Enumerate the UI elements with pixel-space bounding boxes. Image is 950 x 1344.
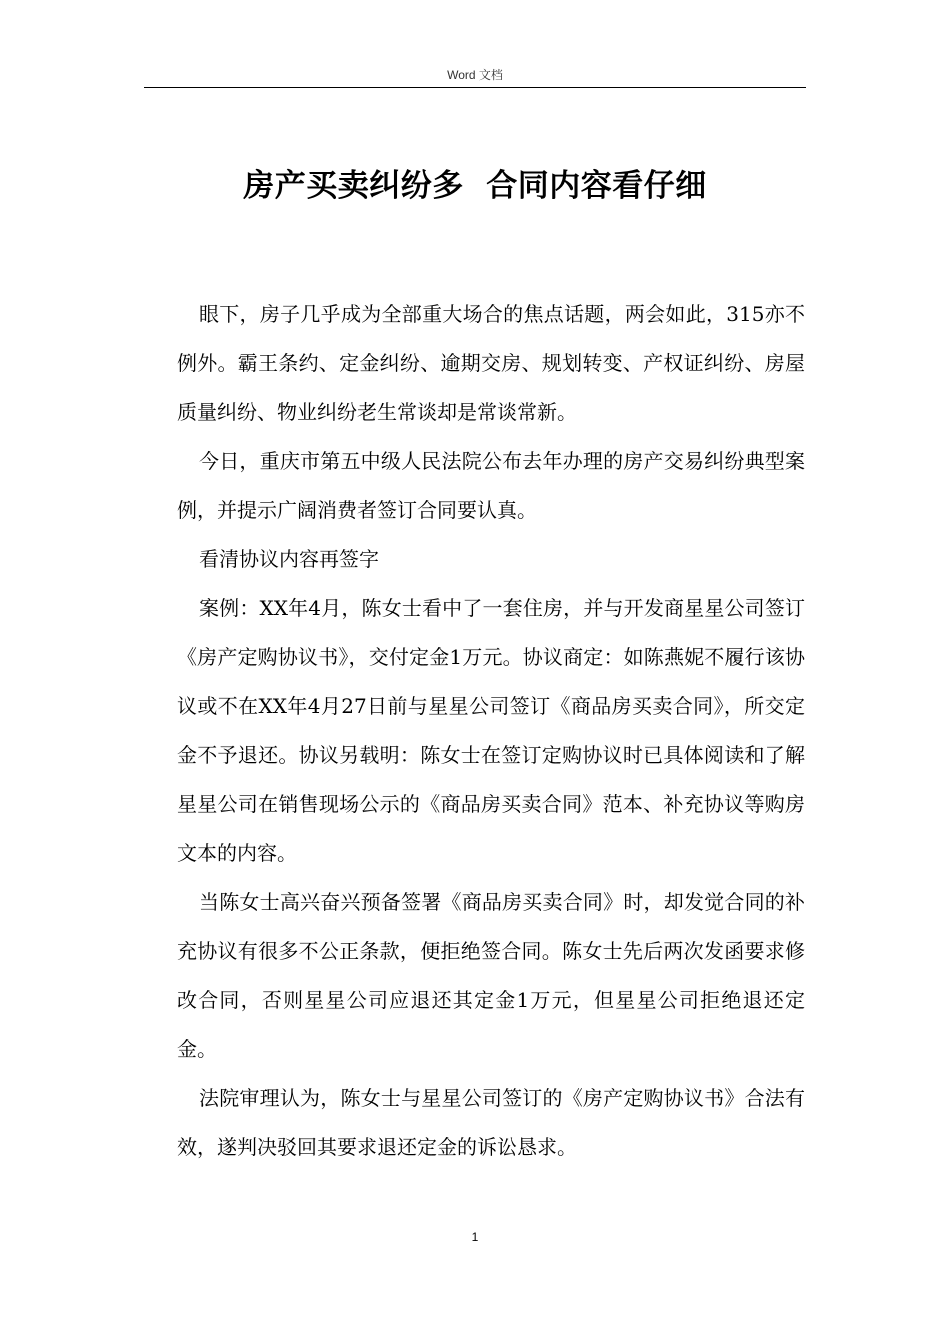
paragraph-ruling: 法院审理认为，陈女士与星星公司签订的《房产定购协议书》合法有效，遂判决驳回其要求退还定金的诉讼恳求。 — [177, 1086, 805, 1159]
paragraph-case: 案例：XX年4月，陈女士看中了一套住房，并与开发商星星公司签订《房产定购协议书》，交付定金1万元。协议商定：如陈燕妮不履行该协议或不在XX年4月27日前与星星公司签订《商品房买卖合同》，所交定金不予退还。协议另载明：陈女士在签订定购协议时已具体阅读和了解星星公司在销售现场公示的《商品房买卖合同》范本、补充协议等购房文本的内容。 — [177, 596, 805, 865]
paragraph-intro: 眼下，房子几乎成为全部重大场合的焦点话题，两会如此，315亦不例外。霸王条约、定金纠纷、逾期交房、规划转变、产权证纠纷、房屋质量纠纷、物业纠纷老生常谈却是常谈常新。 — [177, 302, 805, 424]
paragraph-dispute: 当陈女士高兴奋兴预备签署《商品房买卖合同》时，却发觉合同的补充协议有很多不公正条款，便拒绝签合同。陈女士先后两次发函要求修改合同，否则星星公司应退还其定金1万元，但星星公司拒绝退还定金。 — [177, 890, 805, 1061]
page-header: Word 文档 — [447, 68, 503, 82]
paragraph-court-announcement: 今日，重庆市第五中级人民法院公布去年办理的房产交易纠纷典型案例，并提示广阔消费者签订合同要认真。 — [177, 449, 805, 522]
page-number: 1 — [471, 1230, 479, 1244]
document-title: 房产买卖纠纷多 合同内容看仔细 — [243, 168, 707, 204]
document-body — [177, 290, 805, 1172]
section-heading: 看清协议内容再签字 — [199, 547, 379, 571]
header-divider — [144, 87, 806, 88]
